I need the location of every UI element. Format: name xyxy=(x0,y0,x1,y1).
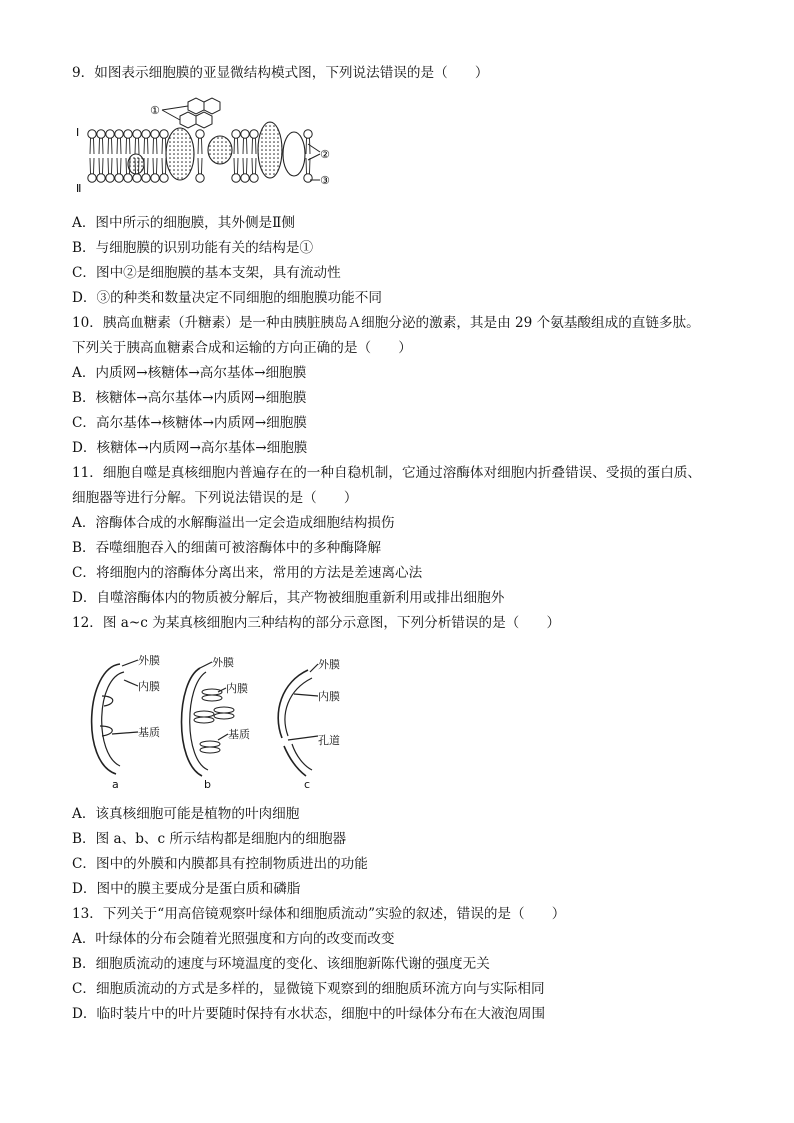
q9-option-c: C．图中②是细胞膜的基本支架，具有流动性 xyxy=(72,265,341,281)
marker-2-label: ② xyxy=(320,148,330,161)
q12-option-a: A．该真核细胞可能是植物的叶肉细胞 xyxy=(72,806,300,822)
phospholipid-head xyxy=(196,174,204,182)
phospholipid-tail xyxy=(243,158,247,174)
phospholipid-head xyxy=(88,174,96,182)
phospholipid-head xyxy=(250,130,258,138)
phospholipid-tail xyxy=(126,138,130,154)
side-I-label: Ⅰ xyxy=(76,126,80,139)
a-outer-label: 外膜 xyxy=(138,654,160,667)
phospholipid-head xyxy=(142,174,150,182)
phospholipid-tail xyxy=(252,158,256,174)
q10-stem-line1: 10．胰高血糖素（升糖素）是一种由胰脏胰岛Ａ细胞分泌的激素，其是由 29 个氨基酸组成的直链多肽。 xyxy=(72,315,700,331)
q13-option-d: D．临时装片中的叶片要随时保持有水状态，细胞中的叶绿体分布在大液泡周围 xyxy=(72,1006,546,1022)
q10-stem-line2: 下列关于胰高血糖素合成和运输的方向正确的是（ ） xyxy=(72,340,412,356)
phospholipid-head xyxy=(250,174,258,182)
phospholipid-tail xyxy=(252,138,256,154)
phospholipid-tail xyxy=(144,158,148,174)
phospholipid-head xyxy=(115,130,123,138)
phospholipid-head xyxy=(160,174,168,182)
phospholipid-head xyxy=(106,174,114,182)
phospholipid-tail xyxy=(153,158,157,174)
phospholipid-head xyxy=(151,130,159,138)
organelle-diagram xyxy=(72,642,362,792)
phospholipid-head xyxy=(142,130,150,138)
phospholipid-tail xyxy=(135,138,139,154)
q12-option-b: B．图 a、b、c 所示结构都是细胞内的细胞器 xyxy=(72,831,347,847)
q13-stem: 13．下列关于“用高倍镜观察叶绿体和细胞质流动”实验的叙述，错误的是（ ） xyxy=(72,906,566,922)
phospholipid-tail xyxy=(306,138,310,154)
marker-1-label: ① xyxy=(150,104,160,117)
c-outer-label: 外膜 xyxy=(318,658,340,671)
q10-option-d: D．核糖体→内质网→高尔基体→细胞膜 xyxy=(72,440,308,456)
phospholipid-head xyxy=(88,130,96,138)
phospholipid-tail xyxy=(153,138,157,154)
phospholipid-head xyxy=(124,174,132,182)
q9-option-b: B．与细胞膜的识别功能有关的结构是① xyxy=(72,240,314,256)
glycocalyx xyxy=(162,98,220,128)
q13-option-c: C．细胞质流动的方式是多样的，显微镜下观察到的细胞质环流方向与实际相同 xyxy=(72,981,545,997)
c-tag: c xyxy=(304,778,311,791)
phospholipid-head xyxy=(124,130,132,138)
b-matrix-label: 基质 xyxy=(228,728,250,741)
q11-stem-line1: 11．细胞自噬是真核细胞内普遍存在的一种自稳机制，它通过溶酶体对细胞内折叠错误、受损的蛋白质、 xyxy=(72,465,702,481)
phospholipid-tail xyxy=(144,138,148,154)
phospholipid-head xyxy=(232,174,240,182)
phospholipid-tail xyxy=(234,138,238,154)
phospholipid-head xyxy=(304,130,312,138)
phospholipid-tail xyxy=(306,158,310,174)
phospholipid-tail xyxy=(198,138,202,154)
a-inner-label: 内膜 xyxy=(138,680,160,693)
phospholipid-head xyxy=(241,174,249,182)
phospholipid-tail xyxy=(99,138,103,154)
q12-option-d: D．图中的膜主要成分是蛋白质和磷脂 xyxy=(72,881,301,897)
q13-option-b: B．细胞质流动的速度与环境温度的变化、该细胞新陈代谢的强度无关 xyxy=(72,956,490,972)
phospholipid-tail xyxy=(99,158,103,174)
phospholipid-head xyxy=(97,174,105,182)
q11-option-c: C．将细胞内的溶酶体分离出来，常用的方法是差速离心法 xyxy=(72,565,423,581)
phospholipid-head xyxy=(97,130,105,138)
phospholipid-tail xyxy=(108,158,112,174)
phospholipid-head xyxy=(232,130,240,138)
q11-option-b: B．吞噬细胞吞入的细菌可被溶酶体中的多种酶降解 xyxy=(72,540,382,556)
phospholipid-head xyxy=(196,130,204,138)
phospholipid-tail xyxy=(108,138,112,154)
marker-3-label: ③ xyxy=(320,174,330,187)
phospholipid-head xyxy=(133,174,141,182)
c-pore-label: 孔道 xyxy=(318,734,340,747)
phospholipid-tail xyxy=(198,158,202,174)
phospholipid-head xyxy=(133,130,141,138)
q12-stem: 12．图 a~c 为某真核细胞内三种结构的部分示意图，下列分析错误的是（ ） xyxy=(72,615,561,631)
q11-stem-line2: 细胞器等进行分解。下列说法错误的是（ ） xyxy=(72,490,358,506)
q11-option-d: D．自噬溶酶体内的物质被分解后，其产物被细胞重新利用或排出细胞外 xyxy=(72,590,505,606)
q10-option-a: A．内质网→核糖体→高尔基体→细胞膜 xyxy=(72,365,307,381)
phospholipid-head xyxy=(160,130,168,138)
q12-option-c: C．图中的外膜和内膜都具有控制物质进出的功能 xyxy=(72,856,368,872)
q10-option-c: C．高尔基体→核糖体→内质网→细胞膜 xyxy=(72,415,307,431)
phospholipid-tail xyxy=(243,138,247,154)
grana xyxy=(194,689,234,753)
phospholipid-head xyxy=(304,174,312,182)
phospholipid-tail xyxy=(234,158,238,174)
q13-option-a: A．叶绿体的分布会随着光照强度和方向的改变而改变 xyxy=(72,931,395,947)
phospholipid-tail xyxy=(162,138,166,154)
q11-option-a: A．溶酶体合成的水解酶溢出一定会造成细胞结构损伤 xyxy=(72,515,395,531)
a-matrix-label: 基质 xyxy=(138,726,160,739)
b-outer-label: 外膜 xyxy=(212,656,234,669)
b-inner-label: 内膜 xyxy=(226,682,248,695)
phospholipid-tail xyxy=(117,138,121,154)
a-tag: a xyxy=(112,778,119,791)
phospholipid-head xyxy=(115,174,123,182)
phospholipid-tail xyxy=(90,158,94,174)
organelle-figure xyxy=(72,642,362,792)
phospholipid-head xyxy=(241,130,249,138)
phospholipid-tail xyxy=(162,158,166,174)
phospholipid-tail xyxy=(90,138,94,154)
c-inner-label: 内膜 xyxy=(318,690,340,703)
phospholipid-tail xyxy=(117,158,121,174)
q9-option-a: A．图中所示的细胞膜，其外侧是Ⅱ侧 xyxy=(72,215,295,231)
side-II-label: Ⅱ xyxy=(76,182,82,195)
cell-membrane-figure xyxy=(72,88,344,198)
phospholipid-head xyxy=(106,130,114,138)
b-tag: b xyxy=(204,778,211,791)
phospholipid-head xyxy=(151,174,159,182)
q9-option-d: D．③的种类和数量决定不同细胞的细胞膜功能不同 xyxy=(72,290,382,306)
q10-option-b: B．核糖体→高尔基体→内质网→细胞膜 xyxy=(72,390,307,406)
q9-stem: 9．如图表示细胞膜的亚显微结构模式图，下列说法错误的是（ ） xyxy=(72,65,489,81)
cell-membrane-diagram xyxy=(72,88,344,198)
